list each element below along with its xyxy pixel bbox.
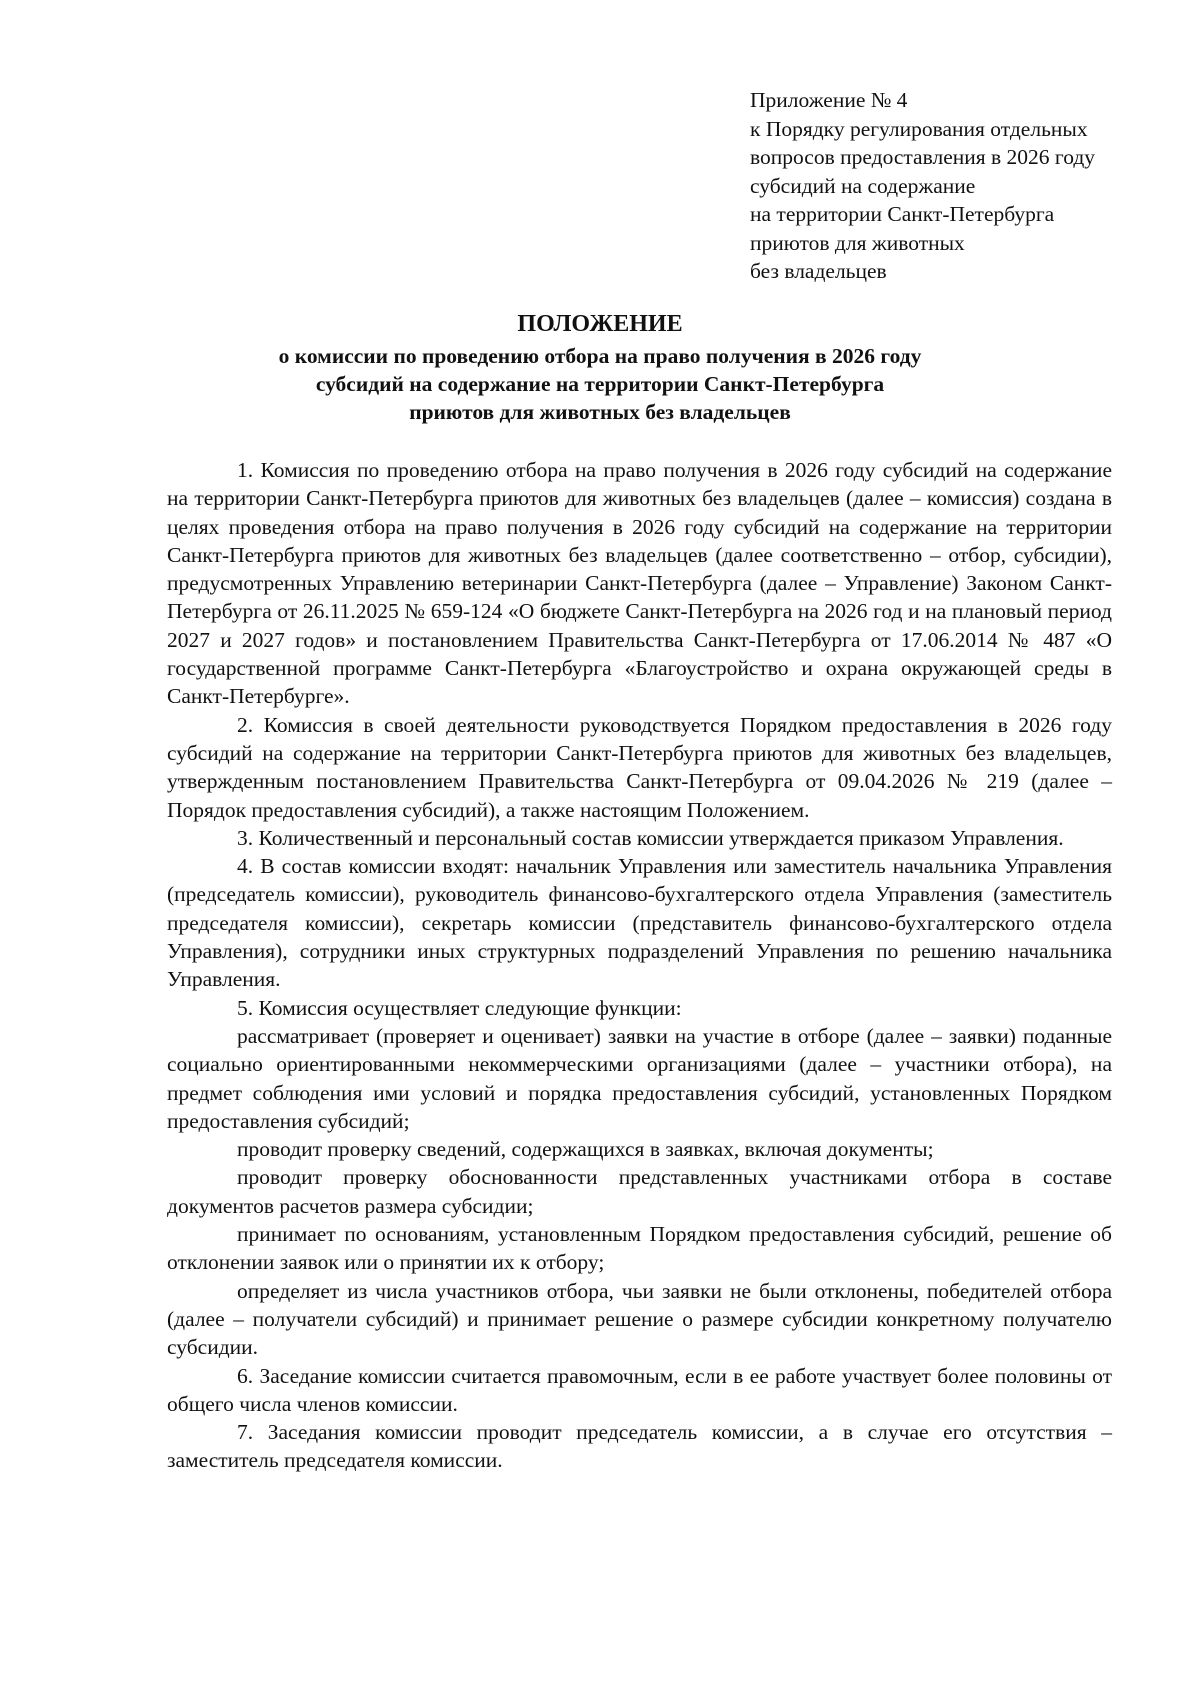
paragraph: 1. Комиссия по проведению отбора на право получения в 2026 году субсидий на содержание на территории Санкт-Петербурга приютов для животных без владельцев (далее – комиссия) создана в целях проведения отбора на право получения в 2026 году субсидий на содержание на территории Санкт-Петербурга приютов для животных без владельцев (далее соответственно – отбор, субсидии), предусмотренных Управлению ветеринарии Санкт-Петербурга (далее – Управление) Законом Санкт-Петербурга от 26.11.2025 № 659-124 «О бюджете Санкт-Петербурга на 2026 год и на плановый период 2027 и 2027 годов» и постановлением Правительства Санкт-Петербурга от 17.06.2014 № 487 «О государственной программе Санкт-Петербурга «Благоустройство и охрана окружающей среды в Санкт-Петербурге». bbox=[167, 458, 1112, 709]
appendix-line: на территории Санкт-Петербурга bbox=[750, 202, 1055, 226]
title-subline: приютов для животных без владельцев bbox=[409, 400, 791, 424]
appendix-line: Приложение № 4 bbox=[750, 88, 908, 112]
paragraph: 2. Комиссия в своей деятельности руководствуется Порядком предоставления в 2026 году субсидий на содержание на территории Санкт-Петербурга приютов для животных без владельцев, утвержденным постановлением Правительства Санкт-Петербурга от 09.04.2026 № 219 (далее – Порядок предоставления субсидий), а также настоящим Положением. bbox=[167, 712, 1112, 822]
paragraph: 4. В состав комиссии входят: начальник Управления или заместитель начальника Управления (председатель комиссии), руководитель финансово-бухгалтерского отдела Управления (заместитель председателя комиссии), секретарь комиссии (представитель финансово-бухгалтерского отдела Управления), сотрудники иных структурных подразделений Управления по решению начальника Управления. bbox=[167, 854, 1112, 992]
appendix-header bbox=[750, 86, 1170, 286]
paragraph: 5. Комиссия осуществляет следующие функции: bbox=[237, 995, 682, 1020]
document-title bbox=[150, 310, 1050, 426]
paragraph: 6. Заседание комиссии считается правомочным, если в ее работе участвует более половины от общего числа членов комиссии. bbox=[167, 1363, 1112, 1416]
title-main: ПОЛОЖЕНИЕ bbox=[517, 311, 683, 337]
paragraph: проводит проверку обоснованности представленных участниками отбора в составе документов расчетов размера субсидии; bbox=[167, 1165, 1112, 1218]
title-subline: о комиссии по проведению отбора на право получения в 2026 году bbox=[278, 344, 922, 368]
appendix-line: вопросов предоставления в 2026 году bbox=[750, 145, 1096, 169]
document-body bbox=[167, 456, 1112, 1475]
paragraph: принимает по основаниям, установленным Порядком предоставления субсидий, решение об отклонении заявок или о принятии их к отбору; bbox=[167, 1222, 1112, 1275]
appendix-line: к Порядку регулирования отдельных bbox=[750, 116, 1088, 141]
appendix-line: субсидий на содержание bbox=[750, 173, 976, 198]
paragraph: 7. Заседания комиссии проводит председатель комиссии, а в случае его отсутствия – заместитель председателя комиссии. bbox=[167, 1420, 1112, 1473]
paragraph: проводит проверку сведений, содержащихся в заявках, включая документы; bbox=[237, 1137, 934, 1162]
paragraph: рассматривает (проверяет и оценивает) заявки на участие в отборе (далее – заявки) поданные социально ориентированными некоммерческими организациями (далее – участники отбора), на предмет соблюдения ими условий и порядка предоставления субсидий, установленных Порядком предоставления субсидий; bbox=[167, 1023, 1112, 1133]
appendix-line: приютов для животных bbox=[750, 230, 965, 255]
appendix-line: без владельцев bbox=[750, 259, 887, 283]
paragraph: 3. Количественный и персональный состав комиссии утверждается приказом Управления. bbox=[237, 825, 1064, 850]
paragraph: определяет из числа участников отбора, чьи заявки не были отклонены, победителей отбора (далее – получатели субсидий) и принимает решение о размере субсидии конкретному получателю субсидии. bbox=[167, 1278, 1112, 1360]
title-subline: субсидий на содержание на территории Санкт-Петербурга bbox=[315, 372, 885, 396]
